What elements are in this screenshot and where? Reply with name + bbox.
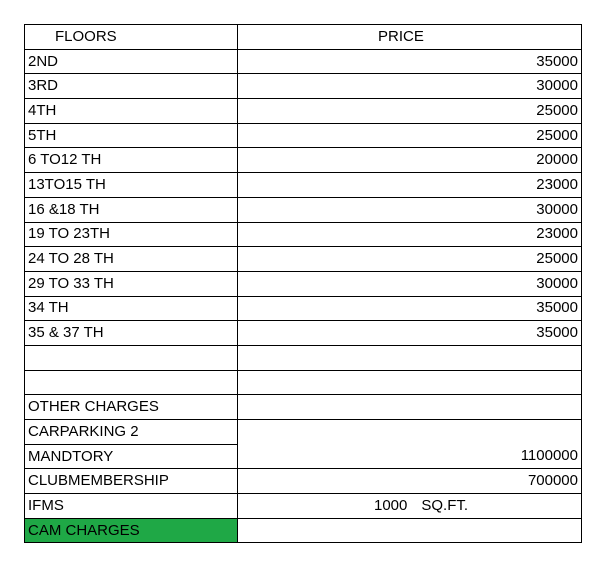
- price-cell: 35000: [238, 49, 582, 74]
- price-header: PRICE: [238, 25, 582, 50]
- carparking-price: 1100000: [238, 444, 582, 469]
- table-row: [25, 99, 582, 124]
- floor-cell: 13TO15 TH: [25, 173, 238, 198]
- floor-cell: 6 TO12 TH: [25, 148, 238, 173]
- ifms-unit: SQ.FT.: [421, 496, 469, 514]
- floor-cell: 3RD: [25, 74, 238, 99]
- price-cell: 25000: [238, 247, 582, 272]
- empty-cell: [238, 395, 582, 420]
- price-cell: 30000: [238, 197, 582, 222]
- mandatory-row: [25, 444, 582, 469]
- floor-cell: 16 &18 TH: [25, 197, 238, 222]
- clubmembership-price: 700000: [238, 469, 582, 494]
- table-row: [25, 271, 582, 296]
- empty-cell: [25, 370, 238, 395]
- price-cell: 23000: [238, 173, 582, 198]
- empty-cell: [238, 420, 582, 445]
- table-row: [25, 74, 582, 99]
- carparking-row: [25, 420, 582, 445]
- price-cell: 20000: [238, 148, 582, 173]
- price-cell: 23000: [238, 222, 582, 247]
- floor-cell: 35 & 37 TH: [25, 321, 238, 346]
- price-cell: 25000: [238, 99, 582, 124]
- empty-cell: [238, 518, 582, 543]
- clubmembership-row: [25, 469, 582, 494]
- floor-cell: 5TH: [25, 123, 238, 148]
- ifms-label: IFMS: [25, 494, 238, 519]
- price-table: [24, 24, 582, 543]
- price-cell: 30000: [238, 271, 582, 296]
- clubmembership-label: CLUBMEMBERSHIP: [25, 469, 238, 494]
- table-row: [25, 148, 582, 173]
- ifms-value: 1000: [374, 496, 408, 514]
- empty-cell: [238, 345, 582, 370]
- ifms-value-cell: [238, 494, 582, 519]
- price-cell: 35000: [238, 296, 582, 321]
- table-header-row: [25, 25, 582, 50]
- table-row: [25, 197, 582, 222]
- table-row: [25, 321, 582, 346]
- table-row: [25, 296, 582, 321]
- empty-cell: [238, 370, 582, 395]
- cam-charges-label: CAM CHARGES: [25, 518, 238, 543]
- price-cell: 25000: [238, 123, 582, 148]
- floor-cell: 19 TO 23TH: [25, 222, 238, 247]
- table-row: [25, 247, 582, 272]
- price-cell: 30000: [238, 74, 582, 99]
- empty-row: [25, 345, 582, 370]
- table-row: [25, 222, 582, 247]
- empty-cell: [25, 345, 238, 370]
- cam-charges-row: [25, 518, 582, 543]
- floor-cell: 4TH: [25, 99, 238, 124]
- empty-row: [25, 370, 582, 395]
- floor-cell: 24 TO 28 TH: [25, 247, 238, 272]
- table-row: [25, 49, 582, 74]
- table-row: [25, 173, 582, 198]
- other-charges-title: OTHER CHARGES: [25, 395, 238, 420]
- carparking-label: CARPARKING 2: [25, 420, 238, 445]
- floor-cell: 2ND: [25, 49, 238, 74]
- price-cell: 35000: [238, 321, 582, 346]
- floor-cell: 29 TO 33 TH: [25, 271, 238, 296]
- table-row: [25, 123, 582, 148]
- ifms-row: [25, 494, 582, 519]
- floor-cell: 34 TH: [25, 296, 238, 321]
- mandatory-label: MANDTORY: [25, 444, 238, 469]
- other-charges-row: [25, 395, 582, 420]
- floors-header: FLOORS: [25, 25, 238, 50]
